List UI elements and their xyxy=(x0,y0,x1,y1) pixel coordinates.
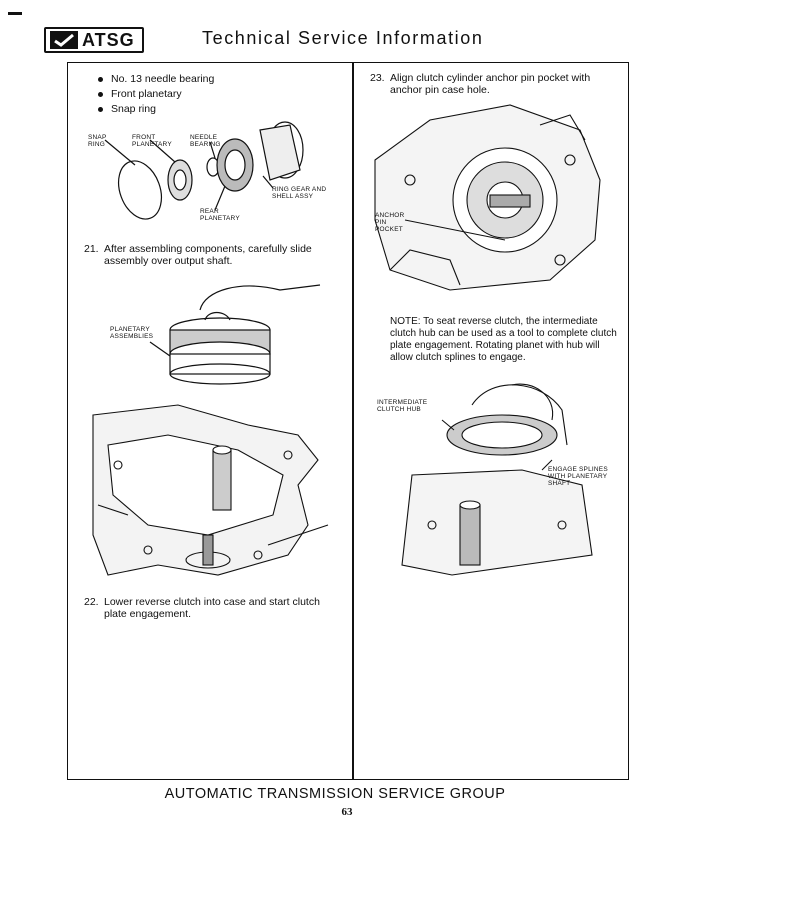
step-22: 22. Lower reverse clutch into case and start clutch plate engagement. xyxy=(84,596,320,620)
footer-title: AUTOMATIC TRANSMISSION SERVICE GROUP xyxy=(164,786,506,802)
bullet-icon xyxy=(98,107,103,112)
list-item: No. 13 needle bearing xyxy=(98,72,214,87)
corner-mark xyxy=(8,12,22,15)
snap-ring-label: SNAP RING xyxy=(88,134,107,148)
ring-gear-label: RING GEAR AND SHELL ASSY xyxy=(272,186,327,200)
case-illustration xyxy=(88,405,343,590)
bullet-icon xyxy=(98,77,103,82)
logo-text: ATSG xyxy=(82,29,135,50)
engage-splines-label: ENGAGE SPLINES WITH PLANETARY SHAFT xyxy=(548,466,608,487)
list-item: Front planetary xyxy=(98,87,214,102)
page-title: Technical Service Information xyxy=(202,28,484,48)
list-item: Snap ring xyxy=(98,102,214,117)
atsg-logo xyxy=(44,27,144,53)
rear-planetary-label: REAR PLANETARY xyxy=(200,208,240,222)
note-text: NOTE: To seat reverse clutch, the intermediate clutch hub can be used as a tool to complete clutch plate engagement. Rotating planet with hub will allow clutch splines to engage. xyxy=(390,316,617,363)
column-divider xyxy=(352,62,354,780)
bullet-icon xyxy=(98,92,103,97)
step-21: 21. After assembling components, carefully slide assembly over output shaft. xyxy=(84,243,312,267)
page-number: 63 xyxy=(341,806,353,818)
front-planetary-label: FRONT PLANETARY xyxy=(132,134,172,148)
anchor-pin-pocket-label: ANCHOR PIN POCKET xyxy=(375,212,405,233)
anchor-pin-illustration xyxy=(370,100,620,295)
step-23: 23. Align clutch cylinder anchor pin pocket with anchor pin case hole. xyxy=(370,72,591,96)
bullet-list xyxy=(98,72,214,117)
needle-bearing-label: NEEDLE BEARING xyxy=(190,134,221,148)
check-icon xyxy=(50,31,78,49)
planetary-assemblies-label: PLANETARY ASSEMBLIES xyxy=(110,326,154,340)
intermediate-clutch-hub-label: INTERMEDIATE CLUTCH HUB xyxy=(377,399,428,413)
